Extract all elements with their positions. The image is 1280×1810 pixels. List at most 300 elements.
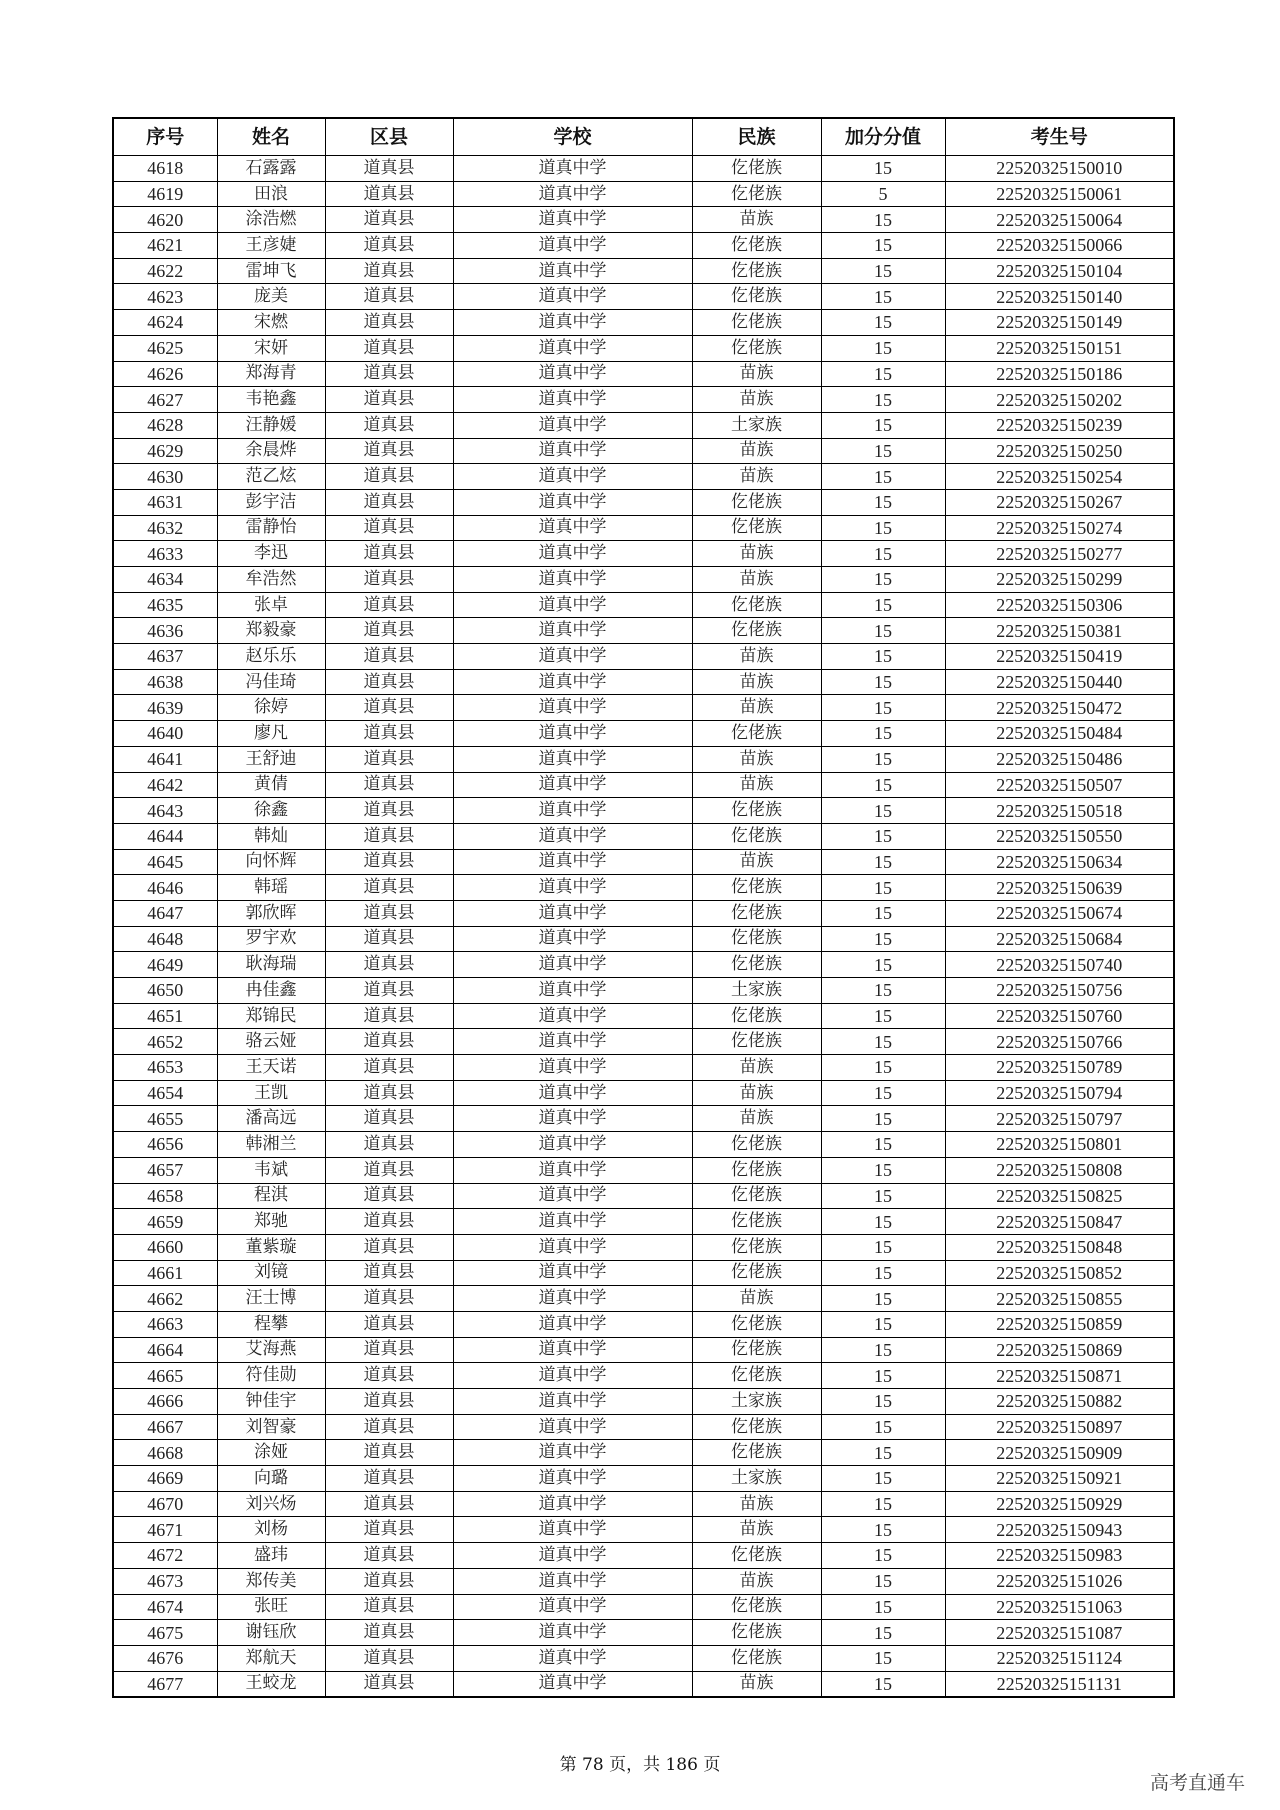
- cell-index: 4637: [113, 644, 217, 670]
- cell-name: 刘兴炀: [217, 1491, 325, 1517]
- cell-exam-id: 22520325150306: [945, 592, 1174, 618]
- cell-bonus: 15: [821, 1132, 945, 1158]
- cell-ethnicity: 苗族: [692, 207, 821, 233]
- table-row: [113, 1260, 1174, 1286]
- cell-index: 4657: [113, 1157, 217, 1183]
- cell-bonus: 15: [821, 1260, 945, 1286]
- cell-ethnicity: 苗族: [692, 849, 821, 875]
- cell-bonus: 15: [821, 823, 945, 849]
- cell-index: 4643: [113, 798, 217, 824]
- watermark: 高考直通车: [1150, 1772, 1246, 1794]
- cell-ethnicity: 苗族: [692, 1080, 821, 1106]
- table-row: [113, 1363, 1174, 1389]
- table-row: [113, 1620, 1174, 1646]
- cell-index: 4664: [113, 1337, 217, 1363]
- cell-name: 盛玮: [217, 1543, 325, 1569]
- cell-county: 道真县: [325, 567, 453, 593]
- cell-school: 道真中学: [453, 926, 692, 952]
- cell-index: 4634: [113, 567, 217, 593]
- cell-index: 4677: [113, 1671, 217, 1697]
- cell-county: 道真县: [325, 1029, 453, 1055]
- cell-school: 道真中学: [453, 592, 692, 618]
- cell-index: 4663: [113, 1311, 217, 1337]
- table-row: [113, 1106, 1174, 1132]
- cell-ethnicity: 土家族: [692, 978, 821, 1004]
- cell-school: 道真中学: [453, 233, 692, 259]
- table-row: [113, 335, 1174, 361]
- cell-county: 道真县: [325, 438, 453, 464]
- cell-bonus: 15: [821, 746, 945, 772]
- cell-school: 道真中学: [453, 849, 692, 875]
- cell-county: 道真县: [325, 489, 453, 515]
- cell-name: 徐婷: [217, 695, 325, 721]
- cell-county: 道真县: [325, 1568, 453, 1594]
- table-row: [113, 1209, 1174, 1235]
- cell-school: 道真中学: [453, 181, 692, 207]
- cell-bonus: 15: [821, 1466, 945, 1492]
- cell-index: 4647: [113, 900, 217, 926]
- cell-exam-id: 22520325150140: [945, 284, 1174, 310]
- cell-county: 道真县: [325, 1286, 453, 1312]
- cell-exam-id: 22520325150882: [945, 1389, 1174, 1415]
- cell-ethnicity: 仡佬族: [692, 1645, 821, 1671]
- cell-index: 4668: [113, 1440, 217, 1466]
- cell-exam-id: 22520325150797: [945, 1106, 1174, 1132]
- cell-index: 4640: [113, 721, 217, 747]
- table-row: [113, 875, 1174, 901]
- cell-ethnicity: 仡佬族: [692, 1234, 821, 1260]
- cell-school: 道真中学: [453, 1311, 692, 1337]
- cell-index: 4653: [113, 1055, 217, 1081]
- cell-exam-id: 22520325150066: [945, 233, 1174, 259]
- table-row: [113, 746, 1174, 772]
- cell-bonus: 15: [821, 156, 945, 182]
- cell-name: 艾海燕: [217, 1337, 325, 1363]
- cell-bonus: 15: [821, 1594, 945, 1620]
- table-row: [113, 1080, 1174, 1106]
- cell-county: 道真县: [325, 644, 453, 670]
- cell-name: 冯佳琦: [217, 669, 325, 695]
- cell-index: 4655: [113, 1106, 217, 1132]
- cell-bonus: 15: [821, 875, 945, 901]
- cell-county: 道真县: [325, 284, 453, 310]
- cell-exam-id: 22520325151087: [945, 1620, 1174, 1646]
- table-row: [113, 1157, 1174, 1183]
- cell-name: 王天诺: [217, 1055, 325, 1081]
- cell-school: 道真中学: [453, 464, 692, 490]
- cell-county: 道真县: [325, 823, 453, 849]
- cell-name: 彭宇洁: [217, 489, 325, 515]
- cell-name: 汪士博: [217, 1286, 325, 1312]
- cell-ethnicity: 仡佬族: [692, 181, 821, 207]
- table-row: [113, 592, 1174, 618]
- cell-bonus: 15: [821, 978, 945, 1004]
- cell-ethnicity: 仡佬族: [692, 926, 821, 952]
- cell-ethnicity: 苗族: [692, 567, 821, 593]
- cell-name: 郑毅豪: [217, 618, 325, 644]
- cell-ethnicity: 仡佬族: [692, 875, 821, 901]
- cell-school: 道真中学: [453, 746, 692, 772]
- cell-name: 韩瑶: [217, 875, 325, 901]
- cell-school: 道真中学: [453, 284, 692, 310]
- table-row: [113, 489, 1174, 515]
- cell-school: 道真中学: [453, 412, 692, 438]
- cell-school: 道真中学: [453, 1003, 692, 1029]
- cell-bonus: 15: [821, 541, 945, 567]
- cell-school: 道真中学: [453, 258, 692, 284]
- cell-school: 道真中学: [453, 515, 692, 541]
- cell-county: 道真县: [325, 669, 453, 695]
- cell-name: 范乙炫: [217, 464, 325, 490]
- cell-bonus: 15: [821, 258, 945, 284]
- cell-school: 道真中学: [453, 823, 692, 849]
- cell-county: 道真县: [325, 1055, 453, 1081]
- cell-name: 雷静怡: [217, 515, 325, 541]
- cell-exam-id: 22520325150921: [945, 1466, 1174, 1492]
- cell-name: 郑航天: [217, 1645, 325, 1671]
- cell-exam-id: 22520325150825: [945, 1183, 1174, 1209]
- cell-ethnicity: 苗族: [692, 1671, 821, 1697]
- cell-county: 道真县: [325, 1106, 453, 1132]
- cell-exam-id: 22520325150486: [945, 746, 1174, 772]
- table-row: [113, 1183, 1174, 1209]
- cell-school: 道真中学: [453, 978, 692, 1004]
- cell-exam-id: 22520325150550: [945, 823, 1174, 849]
- cell-index: 4672: [113, 1543, 217, 1569]
- bonus-points-table: [112, 117, 1175, 1698]
- cell-county: 道真县: [325, 233, 453, 259]
- cell-bonus: 15: [821, 1517, 945, 1543]
- cell-bonus: 5: [821, 181, 945, 207]
- cell-index: 4669: [113, 1466, 217, 1492]
- cell-name: 刘镜: [217, 1260, 325, 1286]
- cell-name: 董紫璇: [217, 1234, 325, 1260]
- cell-index: 4636: [113, 618, 217, 644]
- cell-name: 王蛟龙: [217, 1671, 325, 1697]
- table-row: [113, 1594, 1174, 1620]
- cell-school: 道真中学: [453, 900, 692, 926]
- cell-school: 道真中学: [453, 1389, 692, 1415]
- cell-index: 4646: [113, 875, 217, 901]
- cell-county: 道真县: [325, 1003, 453, 1029]
- cell-ethnicity: 仡佬族: [692, 1620, 821, 1646]
- cell-ethnicity: 仡佬族: [692, 1543, 821, 1569]
- cell-index: 4671: [113, 1517, 217, 1543]
- cell-index: 4667: [113, 1414, 217, 1440]
- cell-county: 道真县: [325, 695, 453, 721]
- cell-ethnicity: 苗族: [692, 1055, 821, 1081]
- cell-school: 道真中学: [453, 438, 692, 464]
- cell-exam-id: 22520325150929: [945, 1491, 1174, 1517]
- cell-ethnicity: 仡佬族: [692, 1594, 821, 1620]
- cell-index: 4652: [113, 1029, 217, 1055]
- cell-index: 4635: [113, 592, 217, 618]
- cell-bonus: 15: [821, 721, 945, 747]
- cell-county: 道真县: [325, 1389, 453, 1415]
- cell-name: 骆云娅: [217, 1029, 325, 1055]
- cell-exam-id: 22520325150852: [945, 1260, 1174, 1286]
- cell-exam-id: 22520325150186: [945, 361, 1174, 387]
- cell-school: 道真中学: [453, 618, 692, 644]
- cell-county: 道真县: [325, 464, 453, 490]
- table-row: [113, 1132, 1174, 1158]
- cell-ethnicity: 仡佬族: [692, 1157, 821, 1183]
- cell-bonus: 15: [821, 644, 945, 670]
- cell-ethnicity: 仡佬族: [692, 233, 821, 259]
- cell-exam-id: 22520325150897: [945, 1414, 1174, 1440]
- cell-name: 郭欣晖: [217, 900, 325, 926]
- table-row: [113, 669, 1174, 695]
- cell-bonus: 15: [821, 1286, 945, 1312]
- cell-index: 4625: [113, 335, 217, 361]
- cell-county: 道真县: [325, 1337, 453, 1363]
- table-row: [113, 515, 1174, 541]
- cell-index: 4618: [113, 156, 217, 182]
- table-row: [113, 567, 1174, 593]
- cell-school: 道真中学: [453, 1363, 692, 1389]
- cell-ethnicity: 苗族: [692, 464, 821, 490]
- cell-index: 4644: [113, 823, 217, 849]
- cell-index: 4661: [113, 1260, 217, 1286]
- table-row: [113, 1389, 1174, 1415]
- cell-index: 4624: [113, 310, 217, 336]
- cell-name: 韦艳鑫: [217, 387, 325, 413]
- cell-bonus: 15: [821, 438, 945, 464]
- cell-name: 石露露: [217, 156, 325, 182]
- cell-index: 4658: [113, 1183, 217, 1209]
- cell-index: 4630: [113, 464, 217, 490]
- cell-exam-id: 22520325150801: [945, 1132, 1174, 1158]
- cell-ethnicity: 仡佬族: [692, 721, 821, 747]
- cell-name: 李迅: [217, 541, 325, 567]
- cell-index: 4638: [113, 669, 217, 695]
- cell-index: 4629: [113, 438, 217, 464]
- cell-index: 4622: [113, 258, 217, 284]
- table-row: [113, 618, 1174, 644]
- cell-school: 道真中学: [453, 952, 692, 978]
- cell-index: 4666: [113, 1389, 217, 1415]
- cell-ethnicity: 仡佬族: [692, 156, 821, 182]
- cell-county: 道真县: [325, 746, 453, 772]
- cell-county: 道真县: [325, 900, 453, 926]
- cell-index: 4650: [113, 978, 217, 1004]
- cell-ethnicity: 仡佬族: [692, 1363, 821, 1389]
- cell-ethnicity: 苗族: [692, 644, 821, 670]
- table-row: [113, 798, 1174, 824]
- cell-exam-id: 22520325150740: [945, 952, 1174, 978]
- cell-exam-id: 22520325150010: [945, 156, 1174, 182]
- cell-school: 道真中学: [453, 541, 692, 567]
- cell-bonus: 15: [821, 1080, 945, 1106]
- cell-name: 韦斌: [217, 1157, 325, 1183]
- cell-index: 4623: [113, 284, 217, 310]
- table-row: [113, 1337, 1174, 1363]
- cell-bonus: 15: [821, 798, 945, 824]
- cell-bonus: 15: [821, 772, 945, 798]
- cell-county: 道真县: [325, 310, 453, 336]
- cell-ethnicity: 仡佬族: [692, 900, 821, 926]
- cell-exam-id: 22520325151131: [945, 1671, 1174, 1697]
- cell-school: 道真中学: [453, 1183, 692, 1209]
- cell-county: 道真县: [325, 515, 453, 541]
- cell-name: 刘杨: [217, 1517, 325, 1543]
- cell-school: 道真中学: [453, 567, 692, 593]
- cell-county: 道真县: [325, 258, 453, 284]
- cell-county: 道真县: [325, 1543, 453, 1569]
- cell-name: 潘高远: [217, 1106, 325, 1132]
- table-row: [113, 1414, 1174, 1440]
- cell-index: 4675: [113, 1620, 217, 1646]
- cell-county: 道真县: [325, 1080, 453, 1106]
- cell-name: 宋妍: [217, 335, 325, 361]
- cell-bonus: 15: [821, 592, 945, 618]
- cell-name: 郑锦民: [217, 1003, 325, 1029]
- cell-bonus: 15: [821, 695, 945, 721]
- cell-ethnicity: 仡佬族: [692, 258, 821, 284]
- table-row: [113, 1517, 1174, 1543]
- cell-school: 道真中学: [453, 1209, 692, 1235]
- cell-exam-id: 22520325150149: [945, 310, 1174, 336]
- cell-school: 道真中学: [453, 1543, 692, 1569]
- cell-index: 4670: [113, 1491, 217, 1517]
- cell-name: 张旺: [217, 1594, 325, 1620]
- cell-index: 4619: [113, 181, 217, 207]
- table-row: [113, 721, 1174, 747]
- cell-exam-id: 22520325151124: [945, 1645, 1174, 1671]
- cell-bonus: 15: [821, 1055, 945, 1081]
- cell-school: 道真中学: [453, 1466, 692, 1492]
- header-school: 学校: [453, 118, 692, 156]
- cell-county: 道真县: [325, 772, 453, 798]
- cell-ethnicity: 仡佬族: [692, 1337, 821, 1363]
- cell-bonus: 15: [821, 1671, 945, 1697]
- cell-school: 道真中学: [453, 1157, 692, 1183]
- cell-name: 符佳勋: [217, 1363, 325, 1389]
- table-row: [113, 1645, 1174, 1671]
- cell-bonus: 15: [821, 618, 945, 644]
- cell-exam-id: 22520325150639: [945, 875, 1174, 901]
- cell-ethnicity: 苗族: [692, 1517, 821, 1543]
- table-row: [113, 310, 1174, 336]
- table-row: [113, 926, 1174, 952]
- cell-county: 道真县: [325, 207, 453, 233]
- cell-county: 道真县: [325, 798, 453, 824]
- cell-exam-id: 22520325150274: [945, 515, 1174, 541]
- cell-name: 向怀辉: [217, 849, 325, 875]
- cell-exam-id: 22520325150983: [945, 1543, 1174, 1569]
- cell-exam-id: 22520325150794: [945, 1080, 1174, 1106]
- cell-name: 庞美: [217, 284, 325, 310]
- table-row: [113, 361, 1174, 387]
- cell-exam-id: 22520325150766: [945, 1029, 1174, 1055]
- cell-exam-id: 22520325150871: [945, 1363, 1174, 1389]
- cell-name: 王凯: [217, 1080, 325, 1106]
- cell-ethnicity: 苗族: [692, 746, 821, 772]
- cell-school: 道真中学: [453, 1594, 692, 1620]
- cell-county: 道真县: [325, 1414, 453, 1440]
- cell-exam-id: 22520325150484: [945, 721, 1174, 747]
- cell-exam-id: 22520325150859: [945, 1311, 1174, 1337]
- table-row: [113, 156, 1174, 182]
- cell-school: 道真中学: [453, 156, 692, 182]
- cell-index: 4620: [113, 207, 217, 233]
- table-row: [113, 1440, 1174, 1466]
- table-row: [113, 1029, 1174, 1055]
- cell-school: 道真中学: [453, 875, 692, 901]
- cell-bonus: 15: [821, 233, 945, 259]
- cell-county: 道真县: [325, 875, 453, 901]
- cell-county: 道真县: [325, 1491, 453, 1517]
- table-row: [113, 772, 1174, 798]
- table-row: [113, 207, 1174, 233]
- cell-index: 4665: [113, 1363, 217, 1389]
- cell-exam-id: 22520325150472: [945, 695, 1174, 721]
- cell-exam-id: 22520325150760: [945, 1003, 1174, 1029]
- cell-county: 道真县: [325, 1157, 453, 1183]
- table-row: [113, 1055, 1174, 1081]
- cell-index: 4641: [113, 746, 217, 772]
- cell-ethnicity: 仡佬族: [692, 515, 821, 541]
- cell-ethnicity: 土家族: [692, 1389, 821, 1415]
- cell-bonus: 15: [821, 1157, 945, 1183]
- cell-school: 道真中学: [453, 1517, 692, 1543]
- cell-index: 4621: [113, 233, 217, 259]
- page-footer: 第 78 页，共 186 页: [559, 1755, 721, 1775]
- cell-index: 4654: [113, 1080, 217, 1106]
- cell-name: 郑驰: [217, 1209, 325, 1235]
- cell-exam-id: 22520325150674: [945, 900, 1174, 926]
- cell-exam-id: 22520325150943: [945, 1517, 1174, 1543]
- cell-bonus: 15: [821, 849, 945, 875]
- cell-name: 宋燃: [217, 310, 325, 336]
- cell-school: 道真中学: [453, 1440, 692, 1466]
- cell-ethnicity: 仡佬族: [692, 1132, 821, 1158]
- cell-ethnicity: 苗族: [692, 1568, 821, 1594]
- cell-name: 黄倩: [217, 772, 325, 798]
- table-row: [113, 1286, 1174, 1312]
- cell-school: 道真中学: [453, 387, 692, 413]
- cell-index: 4627: [113, 387, 217, 413]
- cell-county: 道真县: [325, 849, 453, 875]
- header-exam-id: 考生号: [945, 118, 1174, 156]
- cell-ethnicity: 苗族: [692, 1106, 821, 1132]
- table-row: [113, 849, 1174, 875]
- cell-bonus: 15: [821, 464, 945, 490]
- cell-school: 道真中学: [453, 489, 692, 515]
- header-index: 序号: [113, 118, 217, 156]
- cell-bonus: 15: [821, 1183, 945, 1209]
- cell-name: 钟佳宇: [217, 1389, 325, 1415]
- cell-exam-id: 22520325150440: [945, 669, 1174, 695]
- table-row: [113, 438, 1174, 464]
- cell-bonus: 15: [821, 1491, 945, 1517]
- cell-ethnicity: 仡佬族: [692, 1183, 821, 1209]
- cell-exam-id: 22520325150061: [945, 181, 1174, 207]
- cell-exam-id: 22520325150381: [945, 618, 1174, 644]
- cell-bonus: 15: [821, 926, 945, 952]
- table-row: [113, 258, 1174, 284]
- cell-exam-id: 22520325150419: [945, 644, 1174, 670]
- table-row: [113, 1234, 1174, 1260]
- cell-name: 余晨烨: [217, 438, 325, 464]
- table-row: [113, 1311, 1174, 1337]
- cell-index: 4673: [113, 1568, 217, 1594]
- cell-ethnicity: 苗族: [692, 772, 821, 798]
- cell-bonus: 15: [821, 1029, 945, 1055]
- cell-county: 道真县: [325, 1466, 453, 1492]
- table-row: [113, 541, 1174, 567]
- cell-exam-id: 22520325150239: [945, 412, 1174, 438]
